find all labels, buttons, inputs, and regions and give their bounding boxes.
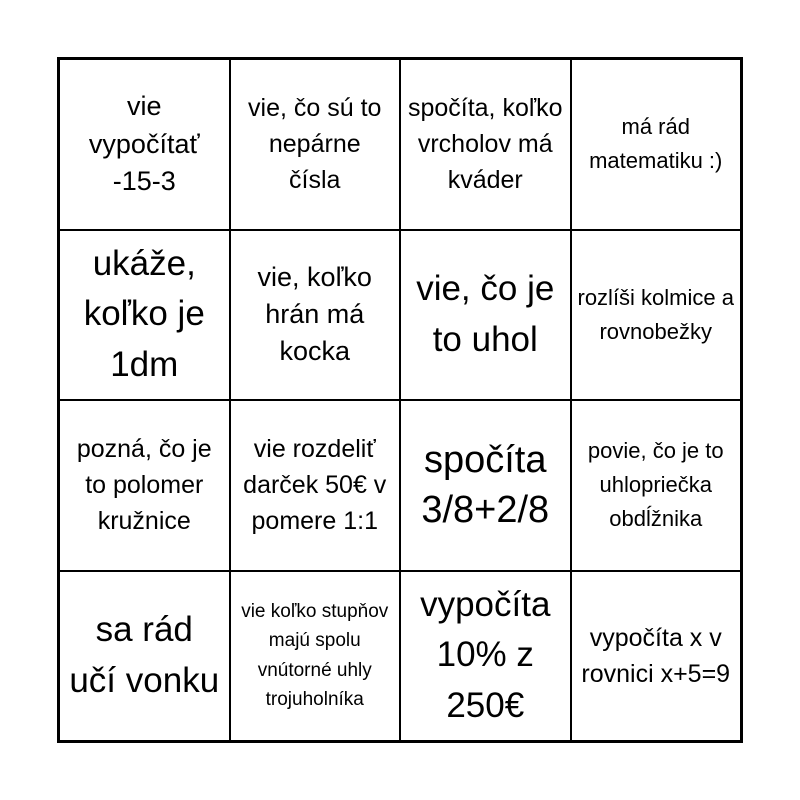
bingo-cell[interactable]: [400, 230, 571, 401]
bingo-cell[interactable]: [230, 571, 401, 742]
bingo-cell-text: vypočíta 10% z 250€: [420, 584, 551, 726]
bingo-cell[interactable]: [230, 400, 401, 571]
bingo-cell-text: vie, čo sú to nepárne čísla: [248, 93, 382, 195]
bingo-cell-text: vypočíta x v rovnici x+5=9: [581, 623, 731, 688]
bingo-cell-text: povie, čo je to uhlopriečka obdĺžnika: [587, 438, 724, 532]
bingo-cell-text: sa rád učí vonku: [69, 610, 220, 700]
bingo-cell-text: vie rozdeliť darček 50€ v pomere 1:1: [243, 434, 387, 536]
bingo-cell[interactable]: [400, 59, 571, 230]
bingo-cell-text: vie, čo je to uhol: [416, 269, 555, 359]
bingo-cell[interactable]: [571, 59, 742, 230]
bingo-cell-text: vie, koľko hrán má kocka: [257, 261, 372, 367]
bingo-cell-text: ukáže, koľko je 1dm: [83, 243, 205, 385]
bingo-cell[interactable]: [59, 400, 230, 571]
bingo-cell-text: vie vypočítať -15-3: [88, 91, 200, 196]
bingo-cell-text: spočíta, koľko vrcholov má kváder: [407, 93, 563, 195]
bingo-cell[interactable]: [571, 400, 742, 571]
bingo-cell-text: pozná, čo je to polomer kružnice: [76, 434, 212, 536]
bingo-cell-text: spočíta 3/8+2/8: [421, 439, 550, 532]
bingo-board: [57, 57, 743, 743]
bingo-cell-text: má rád matematiku :): [589, 114, 723, 174]
bingo-cell[interactable]: [59, 59, 230, 230]
bingo-cell[interactable]: [59, 230, 230, 401]
bingo-cell[interactable]: [400, 400, 571, 571]
bingo-cell[interactable]: [59, 571, 230, 742]
bingo-cell-text: rozlíši kolmice a rovnobežky: [577, 284, 734, 344]
bingo-cell[interactable]: [571, 571, 742, 742]
bingo-cell[interactable]: [400, 571, 571, 742]
bingo-cell[interactable]: [230, 230, 401, 401]
bingo-cell[interactable]: [230, 59, 401, 230]
bingo-cell-text: vie koľko stupňov majú spolu vnútorné uhly trojuholníka: [241, 600, 389, 711]
bingo-cell[interactable]: [571, 230, 742, 401]
